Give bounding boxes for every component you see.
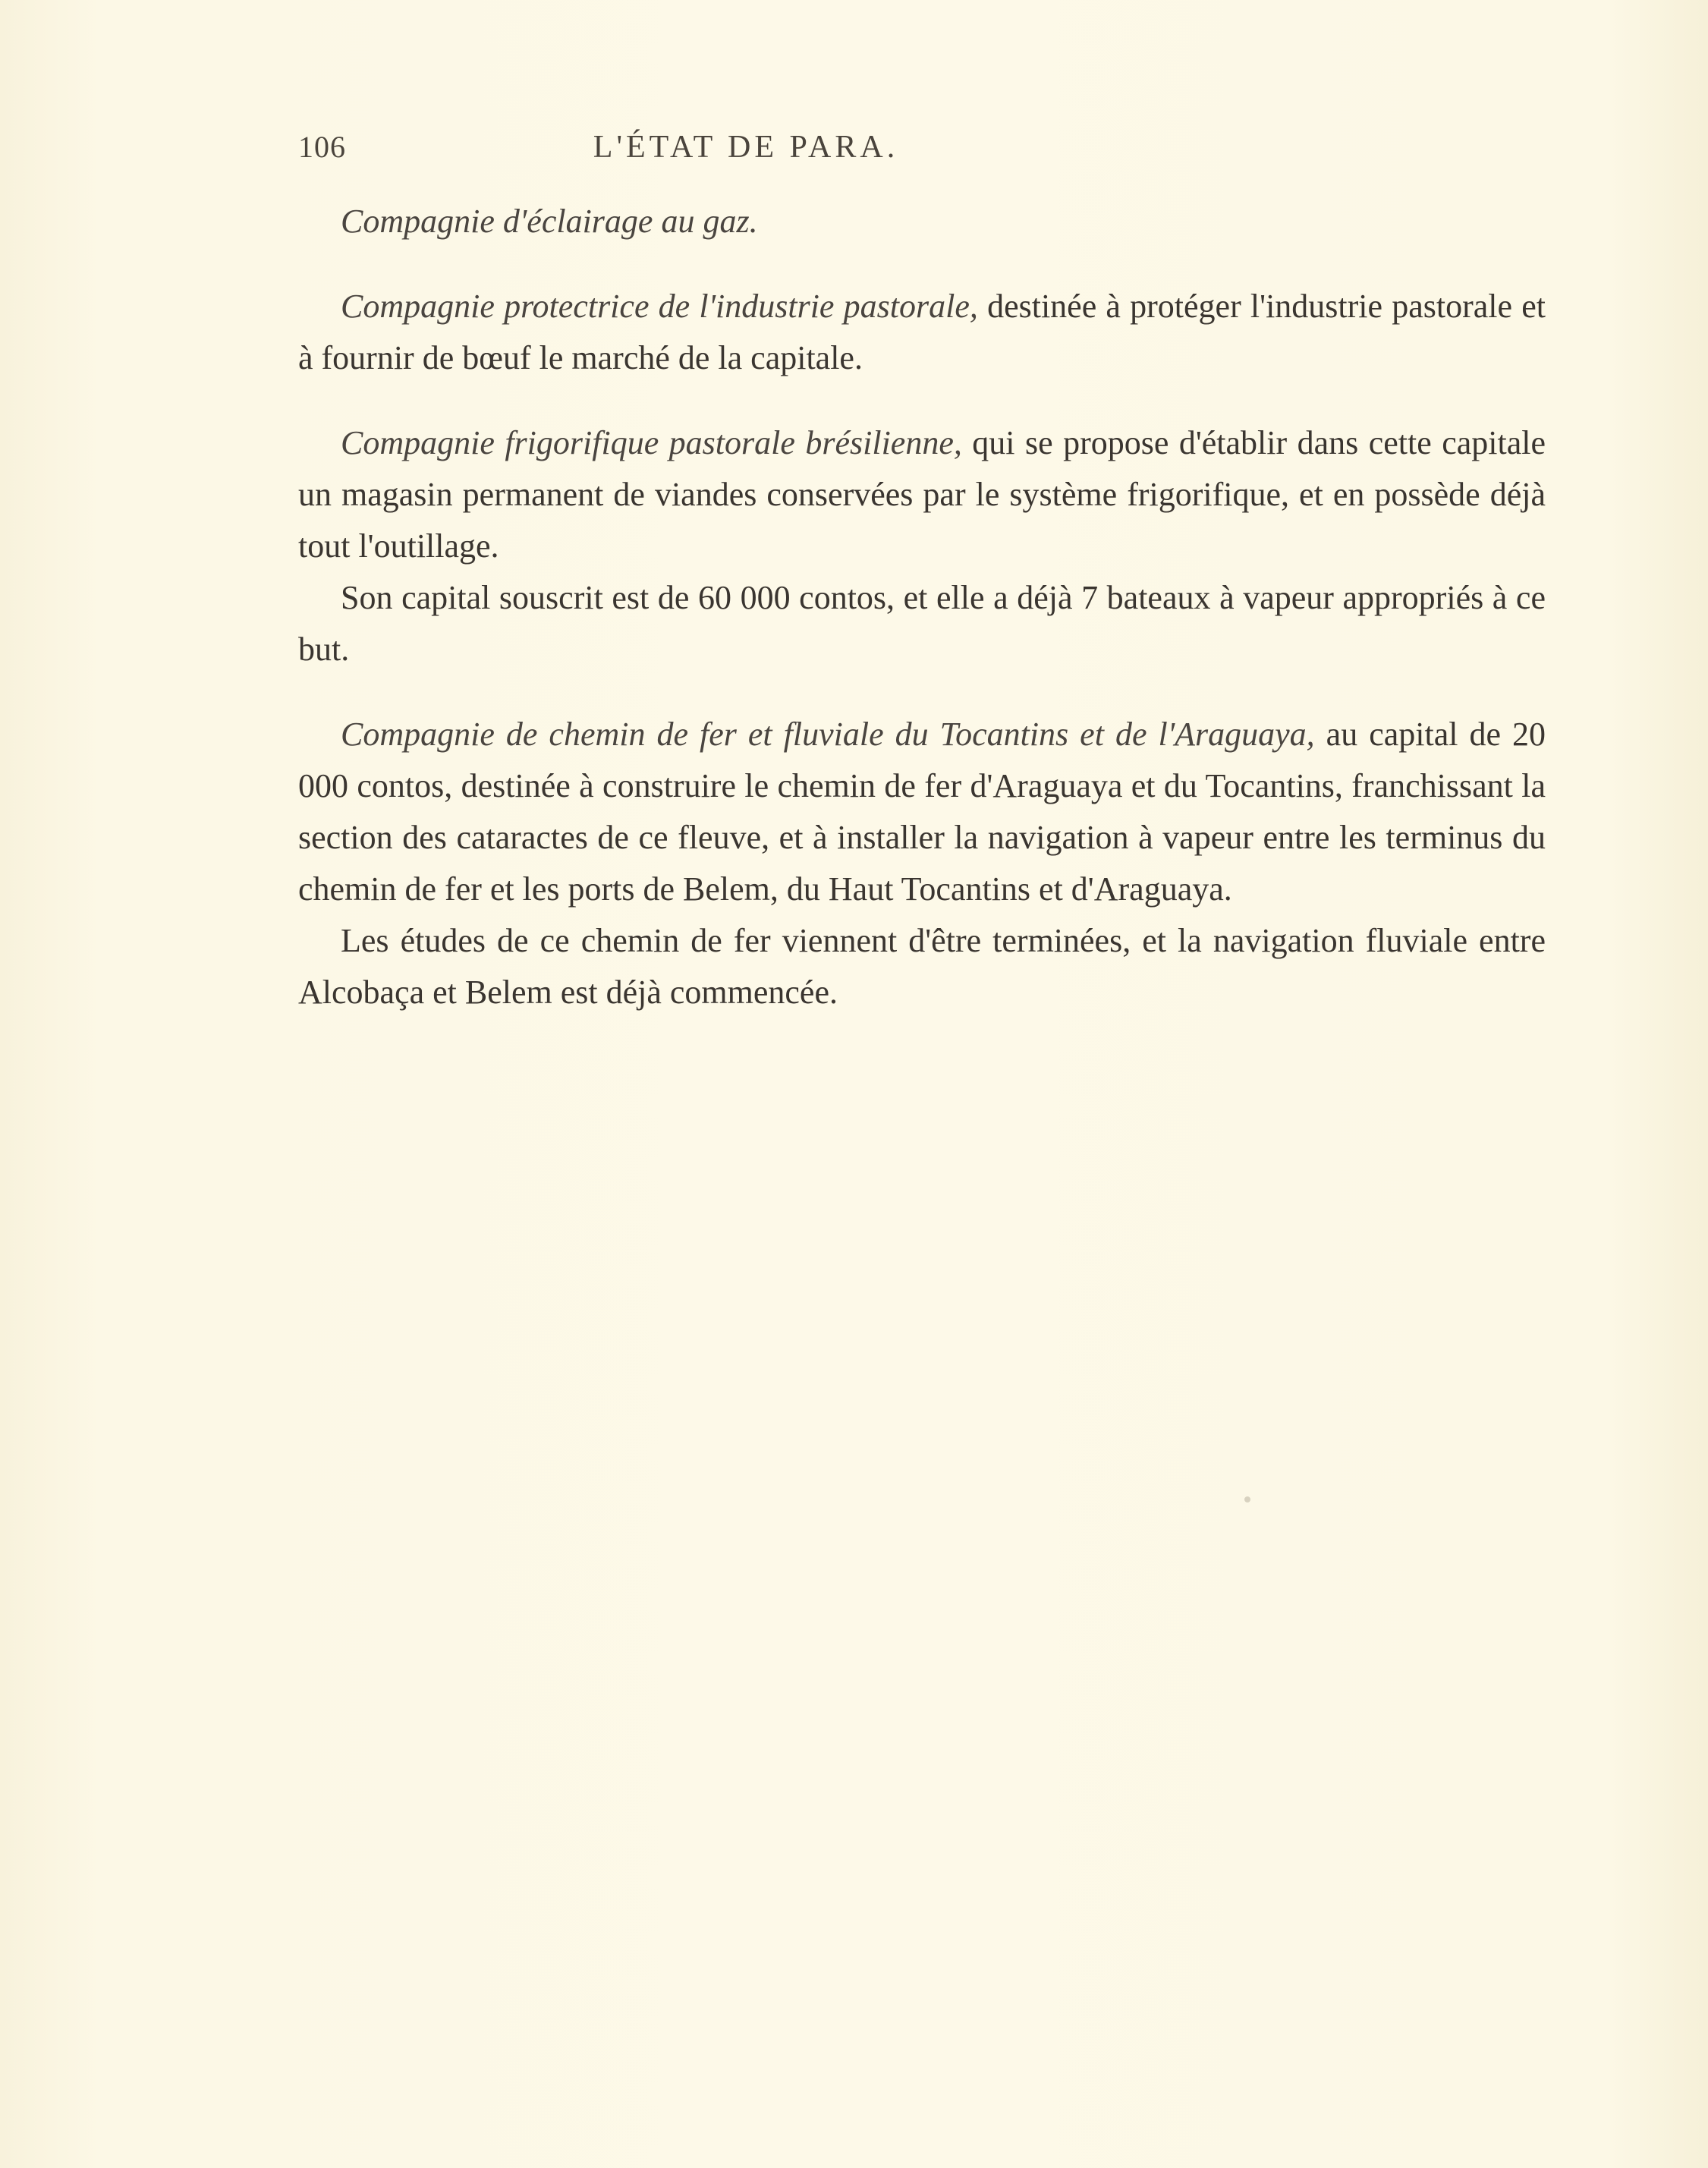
paragraph-refrigeration-company <box>298 417 1546 572</box>
company-name: Compagnie de chemin de fer et fluviale du Tocantins et de l'Araguaya, <box>341 716 1315 753</box>
paragraph-text: destinée à protéger l'industrie pastorale et à fournir de bœuf le marché de la capitale. <box>298 288 1546 376</box>
paragraph-text: Les études de ce chemin de fer viennent d'être terminées, et la navigation fluviale entre Alcobaça et Belem est déjà commencée. <box>298 922 1546 1011</box>
paragraph-text: qui se propose d'établir dans cette capitale un magasin permanent de viandes conservées par le système frigorifique, et en possède déjà tout l'outillage. <box>298 424 1546 565</box>
paragraph-pastoral-company <box>298 281 1546 384</box>
page-number: 106 <box>298 130 346 164</box>
paper-speck <box>1244 1496 1250 1502</box>
company-name: Compagnie protectrice de l'industrie pastorale, <box>341 288 978 325</box>
body-text <box>298 196 1546 1018</box>
paragraph-capital <box>298 572 1546 675</box>
paragraph-railway-company <box>298 709 1546 915</box>
paragraph-gas-company <box>298 196 1546 247</box>
running-title: L'ÉTAT DE PARA. <box>593 130 899 165</box>
paragraph-text: Son capital souscrit est de 60 000 contos, et elle a déjà 7 bateaux à vapeur appropriés à ce but. <box>298 579 1546 668</box>
company-name: Compagnie d'éclairage au gaz. <box>341 203 758 240</box>
paragraph-text: au capital de 20 000 contos, destinée à construire le chemin de fer d'Araguaya et du Tocantins, franchissant la section des cataractes de ce fleuve, et à installer la navigation à vapeur entre les terminus du chemin de fer et les ports de Belem, du Haut Tocantins et d'Araguaya. <box>298 716 1546 908</box>
company-name: Compagnie frigorifique pastorale brésilienne, <box>341 424 962 461</box>
paragraph-railway-studies <box>298 915 1546 1018</box>
page-header <box>298 129 1090 182</box>
